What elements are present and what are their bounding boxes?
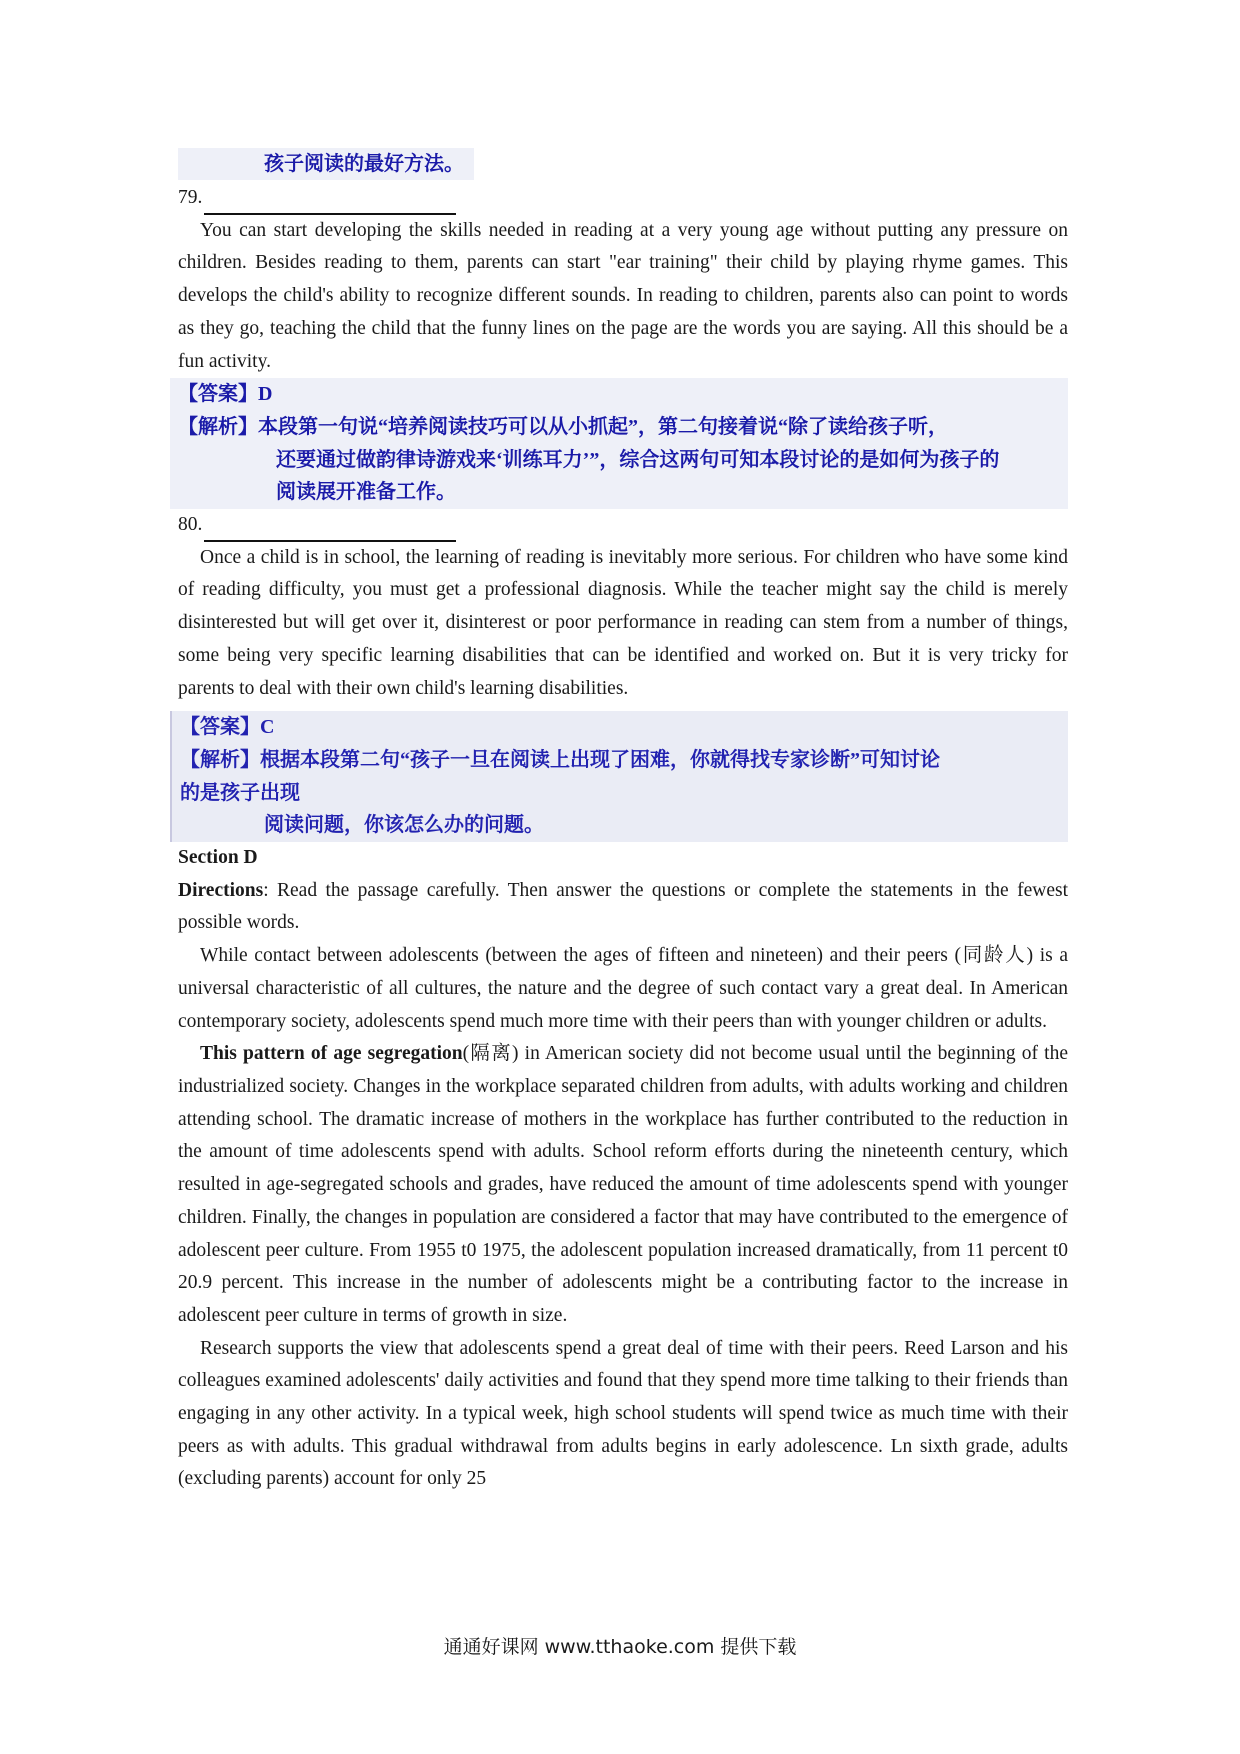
analysis-line-1: 【解析】根据本段第二句“孩子一旦在阅读上出现了困难，你就得找专家诊断”可知讨论 — [180, 748, 940, 771]
passage-paragraph-1: While contact between adolescents (between the ages of fifteen and nineteen) and their peers (同龄人) is a universal characteristic of all cultures, the nature and the degree of such contact vary a great deal. In American contemporary society, adolescents spend much more time with their peers than with younger children or adults. — [178, 945, 1068, 1032]
analysis-line-3: 阅读展开准备工作。 — [276, 481, 456, 504]
analysis-line-2: 的是孩子出现 — [180, 781, 300, 804]
directions-text: : Read the passage carefully. Then answer the questions or complete the statements in the fewest possible words. — [178, 879, 1068, 934]
directions-label: Directions — [178, 879, 264, 901]
document-page — [178, 148, 1068, 1496]
carryover-analysis-note: 孩子阅读的最好方法。 — [178, 148, 474, 180]
question-79-answer-block — [170, 378, 1068, 509]
paragraph-text: (隔离) in American society did not become usual until the beginning of the industrialized society. Changes in the workplace separated children from adults, with adults working and children attending school. The dramatic increase of mothers in the workplace has further contributed to the reduction in the amount of time adolescents spend with adults. School reform efforts during the nineteenth century, which resulted in age-segregated schools and grades, have reduced the amount of time adolescents spend with younger children. Finally, the changes in population are considered a factor that may have contributed to the emergence of adolescent peer culture. From 1955 t0 1975, the adolescent population increased dramatically, from 11 percent t0 20.9 percent. This increase in the number of adolescents might be a contributing factor to the increase in adolescent peer culture in terms of growth in size. — [178, 1043, 1069, 1326]
question-number: 80. — [178, 514, 203, 536]
answer-line: 【答案】C — [180, 716, 275, 739]
analysis-line-3: 阅读问题，你该怎么办的问题。 — [264, 814, 544, 837]
question-79-number — [178, 182, 1068, 215]
analysis-line-2: 还要通过做韵律诗游戏来‘训练耳力’”，综合这两句可知本段讨论的是如何为孩子的 — [276, 448, 1000, 471]
answer-blank[interactable] — [204, 191, 456, 215]
analysis-line-1 — [178, 411, 1068, 444]
answer-blank[interactable] — [204, 518, 456, 542]
question-number: 79. — [178, 187, 203, 208]
analysis-text: 本段第一句说“培养阅读技巧可以从小抓起”，第二句接着说“除了读给孩子听， — [258, 415, 948, 438]
passage-paragraph-2 — [178, 1038, 1068, 1332]
question-80-answer-block — [170, 711, 1068, 842]
question-79-passage: You can start developing the skills needed in reading at a very young age without putting any pressure on children. Besides reading to them, parents can start "ear training" their child by playing rhyme games. This develops the child's ability to recognize different sounds. In reading to children, parents also can point to words as they go, teaching the child that the funny lines on the page are the words you are saying. All this should be a fun activity. — [178, 219, 1068, 372]
page-footer: 通通好课网 www.tthaoke.com 提供下载 — [443, 1636, 797, 1658]
section-d-title: Section D — [178, 847, 258, 869]
passage-paragraph-3: Research supports the view that adolescents spend a great deal of time with their peers. Reed Larson and his colleagues examined adolescents' daily activities and found that they spend more time talking to their friends than engaging in any other activity. In a typical week, high school students will spend twice as much time with their peers as with adults. This gradual withdrawal from adults begins in early adolescence. Ln sixth grade, adults (excluding parents) account for only 25 — [178, 1337, 1068, 1490]
section-d-directions — [178, 875, 1068, 940]
underlined-phrase: This pattern of age segregation — [200, 1043, 463, 1065]
analysis-label: 【解析】 — [178, 415, 258, 438]
answer-line: 【答案】D — [178, 383, 273, 406]
question-80-passage: Once a child is in school, the learning of reading is inevitably more serious. For children who have some kind of reading difficulty, you must get a professional diagnosis. While the teacher might say the child is merely disinterested but will get over it, disinterest or poor performance in reading can stem from a number of things, some being very specific learning disabilities that can be identified and worked on. But it is very tricky for parents to deal with their own child's learning disabilities. — [178, 546, 1068, 699]
question-80-number — [178, 509, 1068, 542]
